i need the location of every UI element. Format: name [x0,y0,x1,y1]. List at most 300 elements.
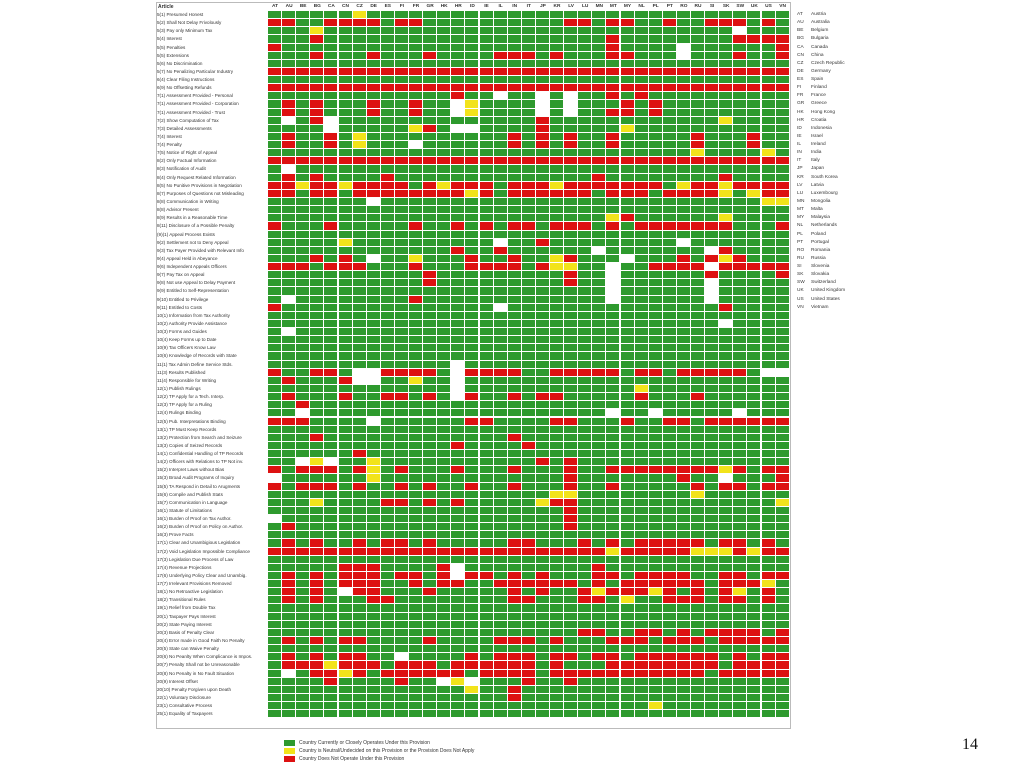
heatmap-cell [621,336,635,344]
heatmap-cell [719,596,733,604]
heatmap-cell [296,466,310,474]
heatmap-cell [536,174,550,182]
heatmap-cell [395,556,409,564]
heatmap-cell [762,190,776,198]
heatmap-cell [606,60,620,68]
heatmap-cell [423,222,437,230]
heatmap-cell [282,637,296,645]
heatmap-cell [762,182,776,190]
heatmap-cell [776,239,790,247]
heatmap-cell [522,304,536,312]
heatmap-cell [606,336,620,344]
heatmap-cell [296,125,310,133]
heatmap-cell [733,702,747,710]
heatmap-cell [663,68,677,76]
heatmap-cell [423,588,437,596]
heatmap-cell [409,596,423,604]
heatmap-cell [339,613,353,621]
heatmap-cell [508,328,522,336]
heatmap-cell [522,572,536,580]
heatmap-cell [733,548,747,556]
heatmap-cell [705,499,719,507]
heatmap-cell [649,702,663,710]
heatmap-cell [423,450,437,458]
heatmap-cell [691,409,705,417]
heatmap-cell [409,564,423,572]
heatmap-cell [339,60,353,68]
heatmap-cell [649,418,663,426]
heatmap-cell [747,604,761,612]
heatmap-cell [578,539,592,547]
heatmap-cell [550,645,564,653]
heatmap-cell [465,653,479,661]
heatmap-cell [733,165,747,173]
heatmap-cell [550,279,564,287]
heatmap-cell [621,231,635,239]
heatmap-cell [353,564,367,572]
heatmap-cell [324,678,338,686]
heatmap-cell [550,531,564,539]
heatmap-cell [606,385,620,393]
provision-label: 9(8) Not use Appeal to Delay Payment [157,280,236,286]
heatmap-cell [381,263,395,271]
heatmap-cell [536,141,550,149]
provision-label: 22(1) Voluntary Disclosure [157,694,211,700]
heatmap-cell [747,442,761,450]
heatmap-cell [282,442,296,450]
heatmap-cell [564,52,578,60]
heatmap-cell [423,621,437,629]
heatmap-cell [592,678,606,686]
heatmap-cell [451,523,465,531]
heatmap-cell [691,304,705,312]
heatmap-cell [508,214,522,222]
heatmap-cell [409,109,423,117]
heatmap-cell [649,344,663,352]
heatmap-cell [564,312,578,320]
heatmap-cell [339,507,353,515]
heatmap-cell [592,190,606,198]
heatmap-cell [592,434,606,442]
heatmap-cell [296,458,310,466]
heatmap-cell [719,393,733,401]
heatmap-cell [677,426,691,434]
heatmap-cell [353,206,367,214]
heatmap-cell [282,117,296,125]
heatmap-cell [691,645,705,653]
heatmap-cell [296,304,310,312]
heatmap-cell [762,694,776,702]
heatmap-cell [677,84,691,92]
heatmap-cell [522,613,536,621]
heatmap-cell [719,645,733,653]
country-key-name: South Korea [811,174,838,180]
heatmap-cell [776,661,790,669]
heatmap-cell [395,214,409,222]
heatmap-cell [592,507,606,515]
heatmap-cell [494,653,508,661]
heatmap-cell [353,52,367,60]
heatmap-cell [381,661,395,669]
heatmap-cell [508,35,522,43]
heatmap-cell [409,11,423,19]
heatmap-cell [677,613,691,621]
heatmap-cell [353,483,367,491]
heatmap-cell [663,255,677,263]
heatmap-cell [635,637,649,645]
heatmap-cell [522,198,536,206]
heatmap-cell [324,222,338,230]
heatmap-cell [691,222,705,230]
heatmap-cell [606,344,620,352]
heatmap-cell [310,157,324,165]
heatmap-cell [423,710,437,718]
heatmap-cell [508,621,522,629]
heatmap-cell [465,255,479,263]
heatmap-cell [663,60,677,68]
heatmap-cell [522,369,536,377]
heatmap-cell [578,401,592,409]
heatmap-cell [635,263,649,271]
heatmap-cell [606,613,620,621]
heatmap-cell [465,580,479,588]
heatmap-cell [522,84,536,92]
heatmap-cell [268,92,282,100]
heatmap-cell [409,515,423,523]
heatmap-cell [635,336,649,344]
heatmap-cell [564,670,578,678]
heatmap-cell [677,458,691,466]
heatmap-cell [395,320,409,328]
provision-label: 9(10) Entitled to Privilege [157,296,209,302]
heatmap-cell [465,507,479,515]
heatmap-cell [663,117,677,125]
heatmap-cell [367,531,381,539]
heatmap-cell [409,336,423,344]
heatmap-cell [776,312,790,320]
heatmap-cell [677,141,691,149]
heatmap-cell [339,320,353,328]
provision-label: 12(4) Rulings Binding [157,410,201,416]
heatmap-cell [437,637,451,645]
heatmap-cell [339,515,353,523]
heatmap-cell [494,27,508,35]
heatmap-cell [762,336,776,344]
heatmap-cell [480,531,494,539]
heatmap-cell [705,60,719,68]
heatmap-cell [465,312,479,320]
heatmap-cell [621,483,635,491]
heatmap-cell [691,174,705,182]
heatmap-cell [691,539,705,547]
provision-label: 14(1) Confidential Handling of TP Records [157,451,244,457]
heatmap-cell [606,92,620,100]
heatmap-cell [550,539,564,547]
heatmap-cell [423,247,437,255]
heatmap-cell [621,44,635,52]
heatmap-cell [451,596,465,604]
heatmap-cell [592,92,606,100]
heatmap-cell [606,198,620,206]
heatmap-cell [282,247,296,255]
heatmap-cell [550,263,564,271]
heatmap-cell [747,35,761,43]
heatmap-cell [310,231,324,239]
heatmap-cell [522,11,536,19]
heatmap-cell [606,133,620,141]
heatmap-cell [296,361,310,369]
heatmap-cell [733,255,747,263]
heatmap-cell [296,279,310,287]
heatmap-cell [381,596,395,604]
heatmap-cell [691,694,705,702]
heatmap-cell [480,499,494,507]
heatmap-cell [536,377,550,385]
heatmap-cell [606,548,620,556]
heatmap-cell [592,670,606,678]
heatmap-cell [592,604,606,612]
heatmap-cell [635,109,649,117]
heatmap-cell [395,68,409,76]
heatmap-cell [592,596,606,604]
heatmap-cell [423,653,437,661]
heatmap-cell [324,247,338,255]
heatmap-cell [282,401,296,409]
heatmap-cell [268,11,282,19]
heatmap-cell [367,214,381,222]
provision-label: 7(1) Assessment Provided - Trust [157,109,225,115]
heatmap-cell [339,418,353,426]
heatmap-cell [480,426,494,434]
country-key-item [797,60,845,68]
heatmap-cell [423,507,437,515]
heatmap-cell [635,304,649,312]
heatmap-cell [747,174,761,182]
heatmap-cell [465,694,479,702]
heatmap-cell [409,27,423,35]
heatmap-cell [282,377,296,385]
heatmap-cell [606,434,620,442]
heatmap-cell [719,304,733,312]
heatmap-cell [578,352,592,360]
heatmap-cell [395,580,409,588]
heatmap-cell [381,686,395,694]
heatmap-cell [677,352,691,360]
heatmap-cell [367,393,381,401]
heatmap-cell [310,239,324,247]
heatmap-cell [296,710,310,718]
heatmap-cell [606,531,620,539]
heatmap-cell [691,661,705,669]
heatmap-cell [423,190,437,198]
heatmap-cell [480,580,494,588]
country-key-code: CZ [797,60,804,66]
heatmap-cell [635,442,649,450]
heatmap-cell [423,214,437,222]
heatmap-cell [663,434,677,442]
heatmap-cell [522,418,536,426]
heatmap-cell [423,206,437,214]
heatmap-cell [310,661,324,669]
heatmap-cell [691,133,705,141]
heatmap-cell [677,328,691,336]
heatmap-cell [592,661,606,669]
heatmap-cell [310,507,324,515]
heatmap-cell [395,564,409,572]
heatmap-cell [592,206,606,214]
heatmap-cell [663,637,677,645]
heatmap-cell [367,35,381,43]
heatmap-cell [635,60,649,68]
heatmap-cell [465,11,479,19]
heatmap-cell [776,458,790,466]
heatmap-cell [494,434,508,442]
heatmap-cell [522,458,536,466]
heatmap-cell [677,539,691,547]
heatmap-cell [339,645,353,653]
heatmap-cell [677,11,691,19]
heatmap-cell [776,604,790,612]
heatmap-cell [508,304,522,312]
heatmap-cell [564,539,578,547]
heatmap-cell [409,670,423,678]
heatmap-cell [268,450,282,458]
heatmap-cell [395,393,409,401]
heatmap-cell [268,247,282,255]
heatmap-cell [451,604,465,612]
heatmap-cell [621,271,635,279]
heatmap-cell [268,580,282,588]
heatmap-cell [437,474,451,482]
heatmap-cell [677,523,691,531]
heatmap-cell [494,222,508,230]
heatmap-cell [437,629,451,637]
heatmap-cell [635,702,649,710]
heatmap-cell [719,491,733,499]
heatmap-cell [719,539,733,547]
heatmap-cell [437,499,451,507]
column-header-pt: PT [666,4,673,9]
heatmap-cell [663,109,677,117]
heatmap-cell [592,710,606,718]
heatmap-cell [395,296,409,304]
heatmap-cell [606,653,620,661]
heatmap-cell [353,596,367,604]
heatmap-cell [592,60,606,68]
heatmap-cell [719,133,733,141]
heatmap-cell [522,702,536,710]
heatmap-cell [395,661,409,669]
heatmap-cell [719,588,733,596]
heatmap-cell [395,637,409,645]
heatmap-cell [451,35,465,43]
heatmap-cell [649,125,663,133]
heatmap-cell [578,450,592,458]
heatmap-cell [465,182,479,190]
heatmap-cell [522,499,536,507]
heatmap-cell [409,279,423,287]
heatmap-cell [621,637,635,645]
heatmap-cell [409,263,423,271]
heatmap-cell [268,141,282,149]
heatmap-cell [762,507,776,515]
heatmap-cell [367,76,381,84]
heatmap-cell [578,60,592,68]
heatmap-cell [762,678,776,686]
heatmap-cell [508,458,522,466]
heatmap-cell [705,157,719,165]
country-key-item [797,247,830,255]
heatmap-cell [367,182,381,190]
heatmap-cell [310,312,324,320]
heatmap-cell [592,68,606,76]
heatmap-cell [296,418,310,426]
heatmap-cell [494,352,508,360]
heatmap-cell [395,434,409,442]
heatmap-cell [663,100,677,108]
heatmap-cell [409,686,423,694]
heatmap-cell [719,247,733,255]
heatmap-cell [578,109,592,117]
provision-label: 7(3) Detailed Assessments [157,125,212,131]
heatmap-cell [296,556,310,564]
heatmap-cell [606,645,620,653]
heatmap-cell [395,588,409,596]
heatmap-cell [762,149,776,157]
heatmap-cell [339,564,353,572]
heatmap-cell [480,165,494,173]
country-key-code: IN [797,150,802,156]
heatmap-cell [395,100,409,108]
heatmap-cell [776,141,790,149]
heatmap-cell [705,117,719,125]
heatmap-cell [282,361,296,369]
heatmap-cell [268,149,282,157]
heatmap-cell [409,393,423,401]
heatmap-cell [776,320,790,328]
heatmap-cell [353,474,367,482]
heatmap-cell [691,279,705,287]
heatmap-cell [508,629,522,637]
heatmap-cell [705,52,719,60]
heatmap-cell [592,19,606,27]
heatmap-cell [691,100,705,108]
heatmap-cell [480,19,494,27]
heatmap-cell [423,694,437,702]
heatmap-cell [465,710,479,718]
heatmap-cell [719,44,733,52]
heatmap-cell [719,531,733,539]
heatmap-cell [423,109,437,117]
heatmap-cell [522,287,536,295]
heatmap-cell [649,328,663,336]
heatmap-cell [296,60,310,68]
heatmap-cell [663,426,677,434]
provision-label: 9(6) Independent Appeals Officers [157,264,227,270]
column-header-cz: CZ [356,4,363,9]
heatmap-cell [691,678,705,686]
heatmap-cell [705,19,719,27]
heatmap-cell [733,458,747,466]
heatmap-cell [451,247,465,255]
heatmap-cell [663,239,677,247]
heatmap-cell [606,271,620,279]
heatmap-cell [494,637,508,645]
country-key-name: Hong Kong [811,109,836,115]
heatmap-cell [437,68,451,76]
heatmap-cell [522,312,536,320]
heatmap-cell [268,35,282,43]
